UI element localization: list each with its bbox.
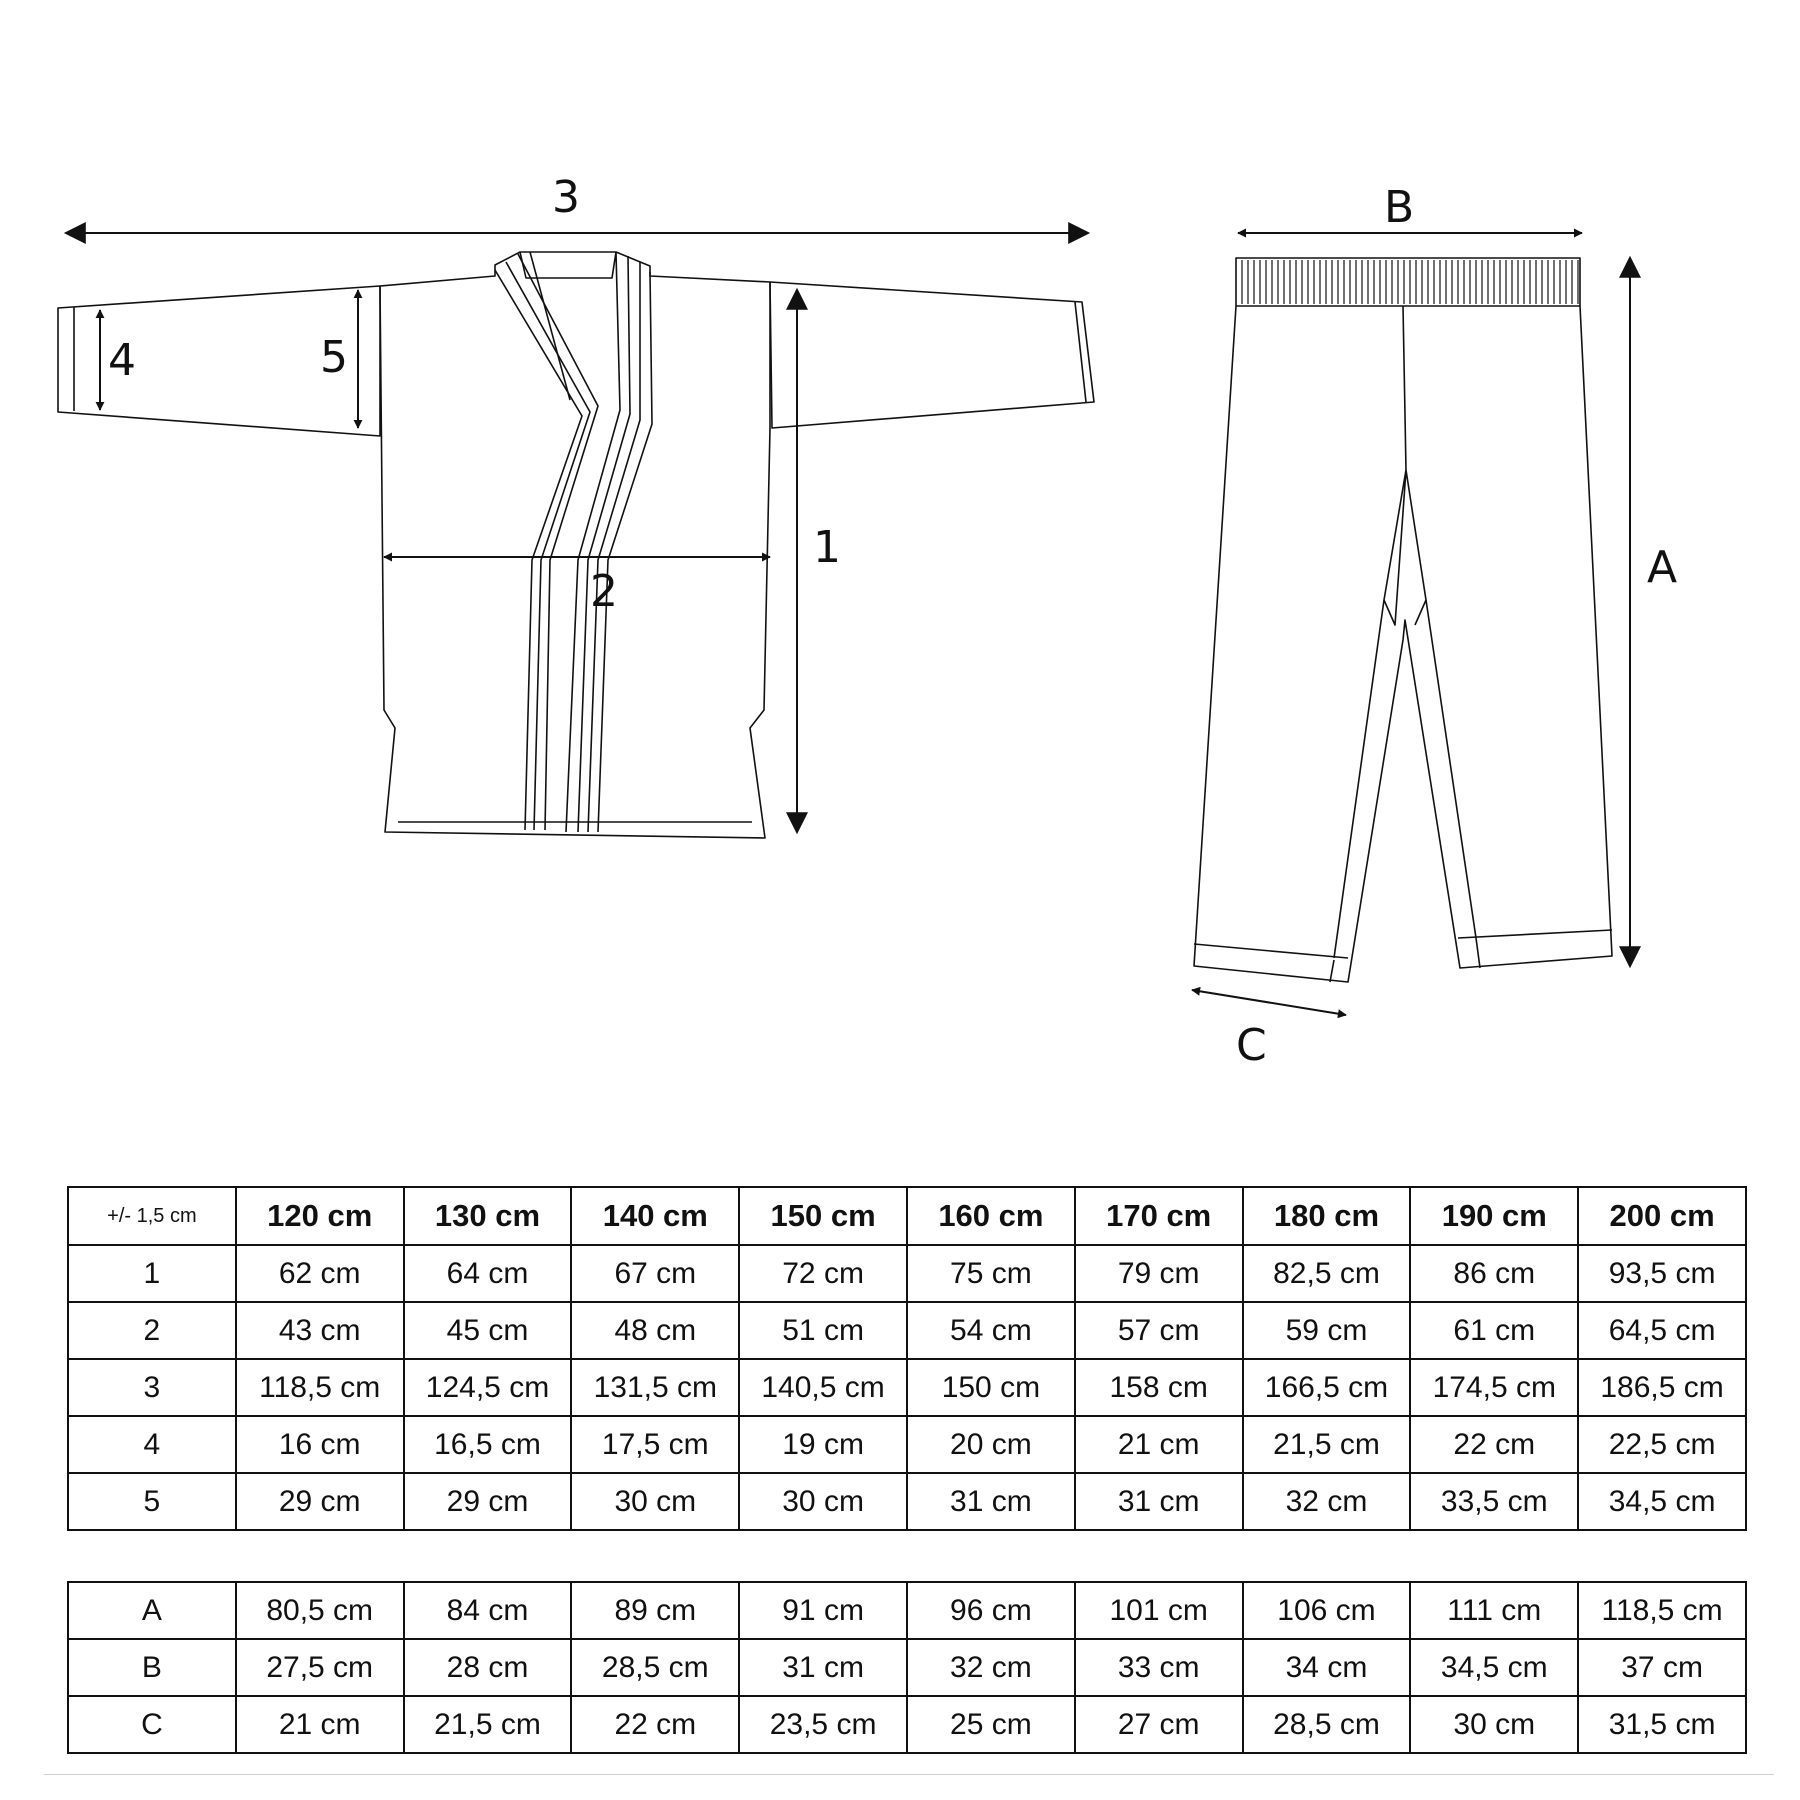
table-cell: 61 cm: [1410, 1302, 1578, 1359]
table-cell: 118,5 cm: [1578, 1582, 1746, 1639]
table-cell: 158 cm: [1075, 1359, 1243, 1416]
size-header: 190 cm: [1410, 1187, 1578, 1245]
table-cell: 25 cm: [907, 1696, 1075, 1753]
table-cell: 37 cm: [1578, 1639, 1746, 1696]
label-A: A: [1647, 542, 1678, 593]
bottom-divider: [44, 1774, 1774, 1775]
pants-dimensions: [1192, 233, 1630, 1015]
size-header: 170 cm: [1075, 1187, 1243, 1245]
table-cell: 86 cm: [1410, 1245, 1578, 1302]
table-cell: 17,5 cm: [571, 1416, 739, 1473]
collar-back: [520, 252, 616, 278]
table-cell: 82,5 cm: [1243, 1245, 1411, 1302]
left-hem-side: [1330, 960, 1334, 982]
label-4: 4: [108, 335, 136, 386]
table-cell: 80,5 cm: [236, 1582, 404, 1639]
table-cell: 27,5 cm: [236, 1639, 404, 1696]
table-cell: 21 cm: [1075, 1416, 1243, 1473]
size-header-row: [68, 1187, 1746, 1245]
size-header: 160 cm: [907, 1187, 1075, 1245]
tolerance-cell: +/- 1,5 cm: [68, 1187, 236, 1245]
size-header: 150 cm: [739, 1187, 907, 1245]
jacket-body: [380, 252, 770, 838]
table-cell: 62 cm: [236, 1245, 404, 1302]
left-leg-inner: [1334, 600, 1384, 958]
row-label: B: [68, 1639, 236, 1696]
table-cell: 28 cm: [404, 1639, 572, 1696]
jacket-drawing: [58, 252, 1094, 838]
size-header: 140 cm: [571, 1187, 739, 1245]
table-cell: 21,5 cm: [404, 1696, 572, 1753]
table-cell: 29 cm: [404, 1473, 572, 1530]
table-cell: 96 cm: [907, 1582, 1075, 1639]
size-header: 180 cm: [1243, 1187, 1411, 1245]
jacket-size-rows: [68, 1245, 1746, 1530]
table-cell: 84 cm: [404, 1582, 572, 1639]
label-C: C: [1236, 1020, 1267, 1071]
table-row: [68, 1582, 1746, 1639]
right-hem: [1458, 930, 1612, 938]
table-cell: 111 cm: [1410, 1582, 1578, 1639]
table-cell: 30 cm: [739, 1473, 907, 1530]
label-2: 2: [590, 566, 618, 617]
table-row: [68, 1696, 1746, 1753]
table-cell: 33 cm: [1075, 1639, 1243, 1696]
table-cell: 186,5 cm: [1578, 1359, 1746, 1416]
pants-drawing: [1194, 258, 1612, 982]
table-cell: 45 cm: [404, 1302, 572, 1359]
table-cell: 166,5 cm: [1243, 1359, 1411, 1416]
table-cell: 91 cm: [739, 1582, 907, 1639]
row-label: 4: [68, 1416, 236, 1473]
table-cell: 140,5 cm: [739, 1359, 907, 1416]
left-hem: [1194, 944, 1348, 958]
table-cell: 59 cm: [1243, 1302, 1411, 1359]
pants-size-rows: [68, 1582, 1746, 1753]
table-cell: 22 cm: [571, 1696, 739, 1753]
table-cell: 72 cm: [739, 1245, 907, 1302]
lapel-stripe-7: [588, 262, 640, 832]
table-cell: 64 cm: [404, 1245, 572, 1302]
arrow-C: [1192, 990, 1346, 1015]
table-cell: 64,5 cm: [1578, 1302, 1746, 1359]
table-row: [68, 1473, 1746, 1530]
table-cell: 22,5 cm: [1578, 1416, 1746, 1473]
jacket-size-table: [67, 1186, 1747, 1531]
table-cell: 30 cm: [1410, 1696, 1578, 1753]
table-cell: 33,5 cm: [1410, 1473, 1578, 1530]
table-row: [68, 1416, 1746, 1473]
row-label: 2: [68, 1302, 236, 1359]
table-row: [68, 1302, 1746, 1359]
table-cell: 19 cm: [739, 1416, 907, 1473]
table-cell: 89 cm: [571, 1582, 739, 1639]
size-header: 200 cm: [1578, 1187, 1746, 1245]
table-cell: 16,5 cm: [404, 1416, 572, 1473]
lapel-stripe-3: [518, 254, 598, 830]
table-cell: 16 cm: [236, 1416, 404, 1473]
table-row: [68, 1245, 1746, 1302]
right-hem-side: [1476, 938, 1480, 968]
table-cell: 67 cm: [571, 1245, 739, 1302]
table-cell: 43 cm: [236, 1302, 404, 1359]
table-cell: 34,5 cm: [1578, 1473, 1746, 1530]
table-cell: 28,5 cm: [1243, 1696, 1411, 1753]
pants-outline: [1194, 306, 1612, 982]
label-B: B: [1384, 182, 1415, 233]
table-cell: 20 cm: [907, 1416, 1075, 1473]
row-label: 1: [68, 1245, 236, 1302]
lapel-stripe-4: [530, 252, 570, 400]
table-cell: 118,5 cm: [236, 1359, 404, 1416]
row-label: 5: [68, 1473, 236, 1530]
size-header: 120 cm: [236, 1187, 404, 1245]
table-cell: 30 cm: [571, 1473, 739, 1530]
row-label: C: [68, 1696, 236, 1753]
table-cell: 21 cm: [236, 1696, 404, 1753]
table-row: [68, 1639, 1746, 1696]
lapel-stripe-1: [495, 270, 582, 830]
lapel-stripe-8: [598, 272, 652, 832]
row-label: A: [68, 1582, 236, 1639]
table-cell: 93,5 cm: [1578, 1245, 1746, 1302]
crotch-gusset: [1384, 470, 1426, 625]
jacket-dimensions: [66, 233, 1088, 832]
pants-inseam: [1403, 306, 1406, 470]
waistband-ribbing: [1242, 260, 1578, 304]
lapel-stripe-6: [578, 256, 630, 832]
table-cell: 22 cm: [1410, 1416, 1578, 1473]
table-cell: 34 cm: [1243, 1639, 1411, 1696]
table-cell: 51 cm: [739, 1302, 907, 1359]
table-cell: 54 cm: [907, 1302, 1075, 1359]
table-cell: 27 cm: [1075, 1696, 1243, 1753]
table-cell: 23,5 cm: [739, 1696, 907, 1753]
table-cell: 31,5 cm: [1578, 1696, 1746, 1753]
label-3: 3: [552, 172, 580, 223]
table-cell: 106 cm: [1243, 1582, 1411, 1639]
table-cell: 75 cm: [907, 1245, 1075, 1302]
lapel-stripe-2: [506, 262, 590, 830]
table-cell: 48 cm: [571, 1302, 739, 1359]
table-cell: 101 cm: [1075, 1582, 1243, 1639]
table-cell: 21,5 cm: [1243, 1416, 1411, 1473]
table-cell: 174,5 cm: [1410, 1359, 1578, 1416]
table-row: [68, 1359, 1746, 1416]
table-cell: 28,5 cm: [571, 1639, 739, 1696]
label-1: 1: [813, 522, 841, 573]
row-label: 3: [68, 1359, 236, 1416]
table-cell: 57 cm: [1075, 1302, 1243, 1359]
pants-waistband: [1236, 258, 1580, 306]
table-cell: 131,5 cm: [571, 1359, 739, 1416]
label-5: 5: [320, 332, 348, 383]
table-cell: 31 cm: [1075, 1473, 1243, 1530]
table-cell: 31 cm: [907, 1473, 1075, 1530]
table-cell: 150 cm: [907, 1359, 1075, 1416]
table-cell: 34,5 cm: [1410, 1639, 1578, 1696]
table-cell: 32 cm: [1243, 1473, 1411, 1530]
right-sleeve: [770, 282, 1094, 428]
table-cell: 124,5 cm: [404, 1359, 572, 1416]
size-header: 130 cm: [404, 1187, 572, 1245]
table-cell: 31 cm: [739, 1639, 907, 1696]
pants-size-table: [67, 1581, 1747, 1754]
right-leg-inner: [1426, 600, 1476, 938]
table-cell: 32 cm: [907, 1639, 1075, 1696]
table-cell: 29 cm: [236, 1473, 404, 1530]
table-cell: 79 cm: [1075, 1245, 1243, 1302]
